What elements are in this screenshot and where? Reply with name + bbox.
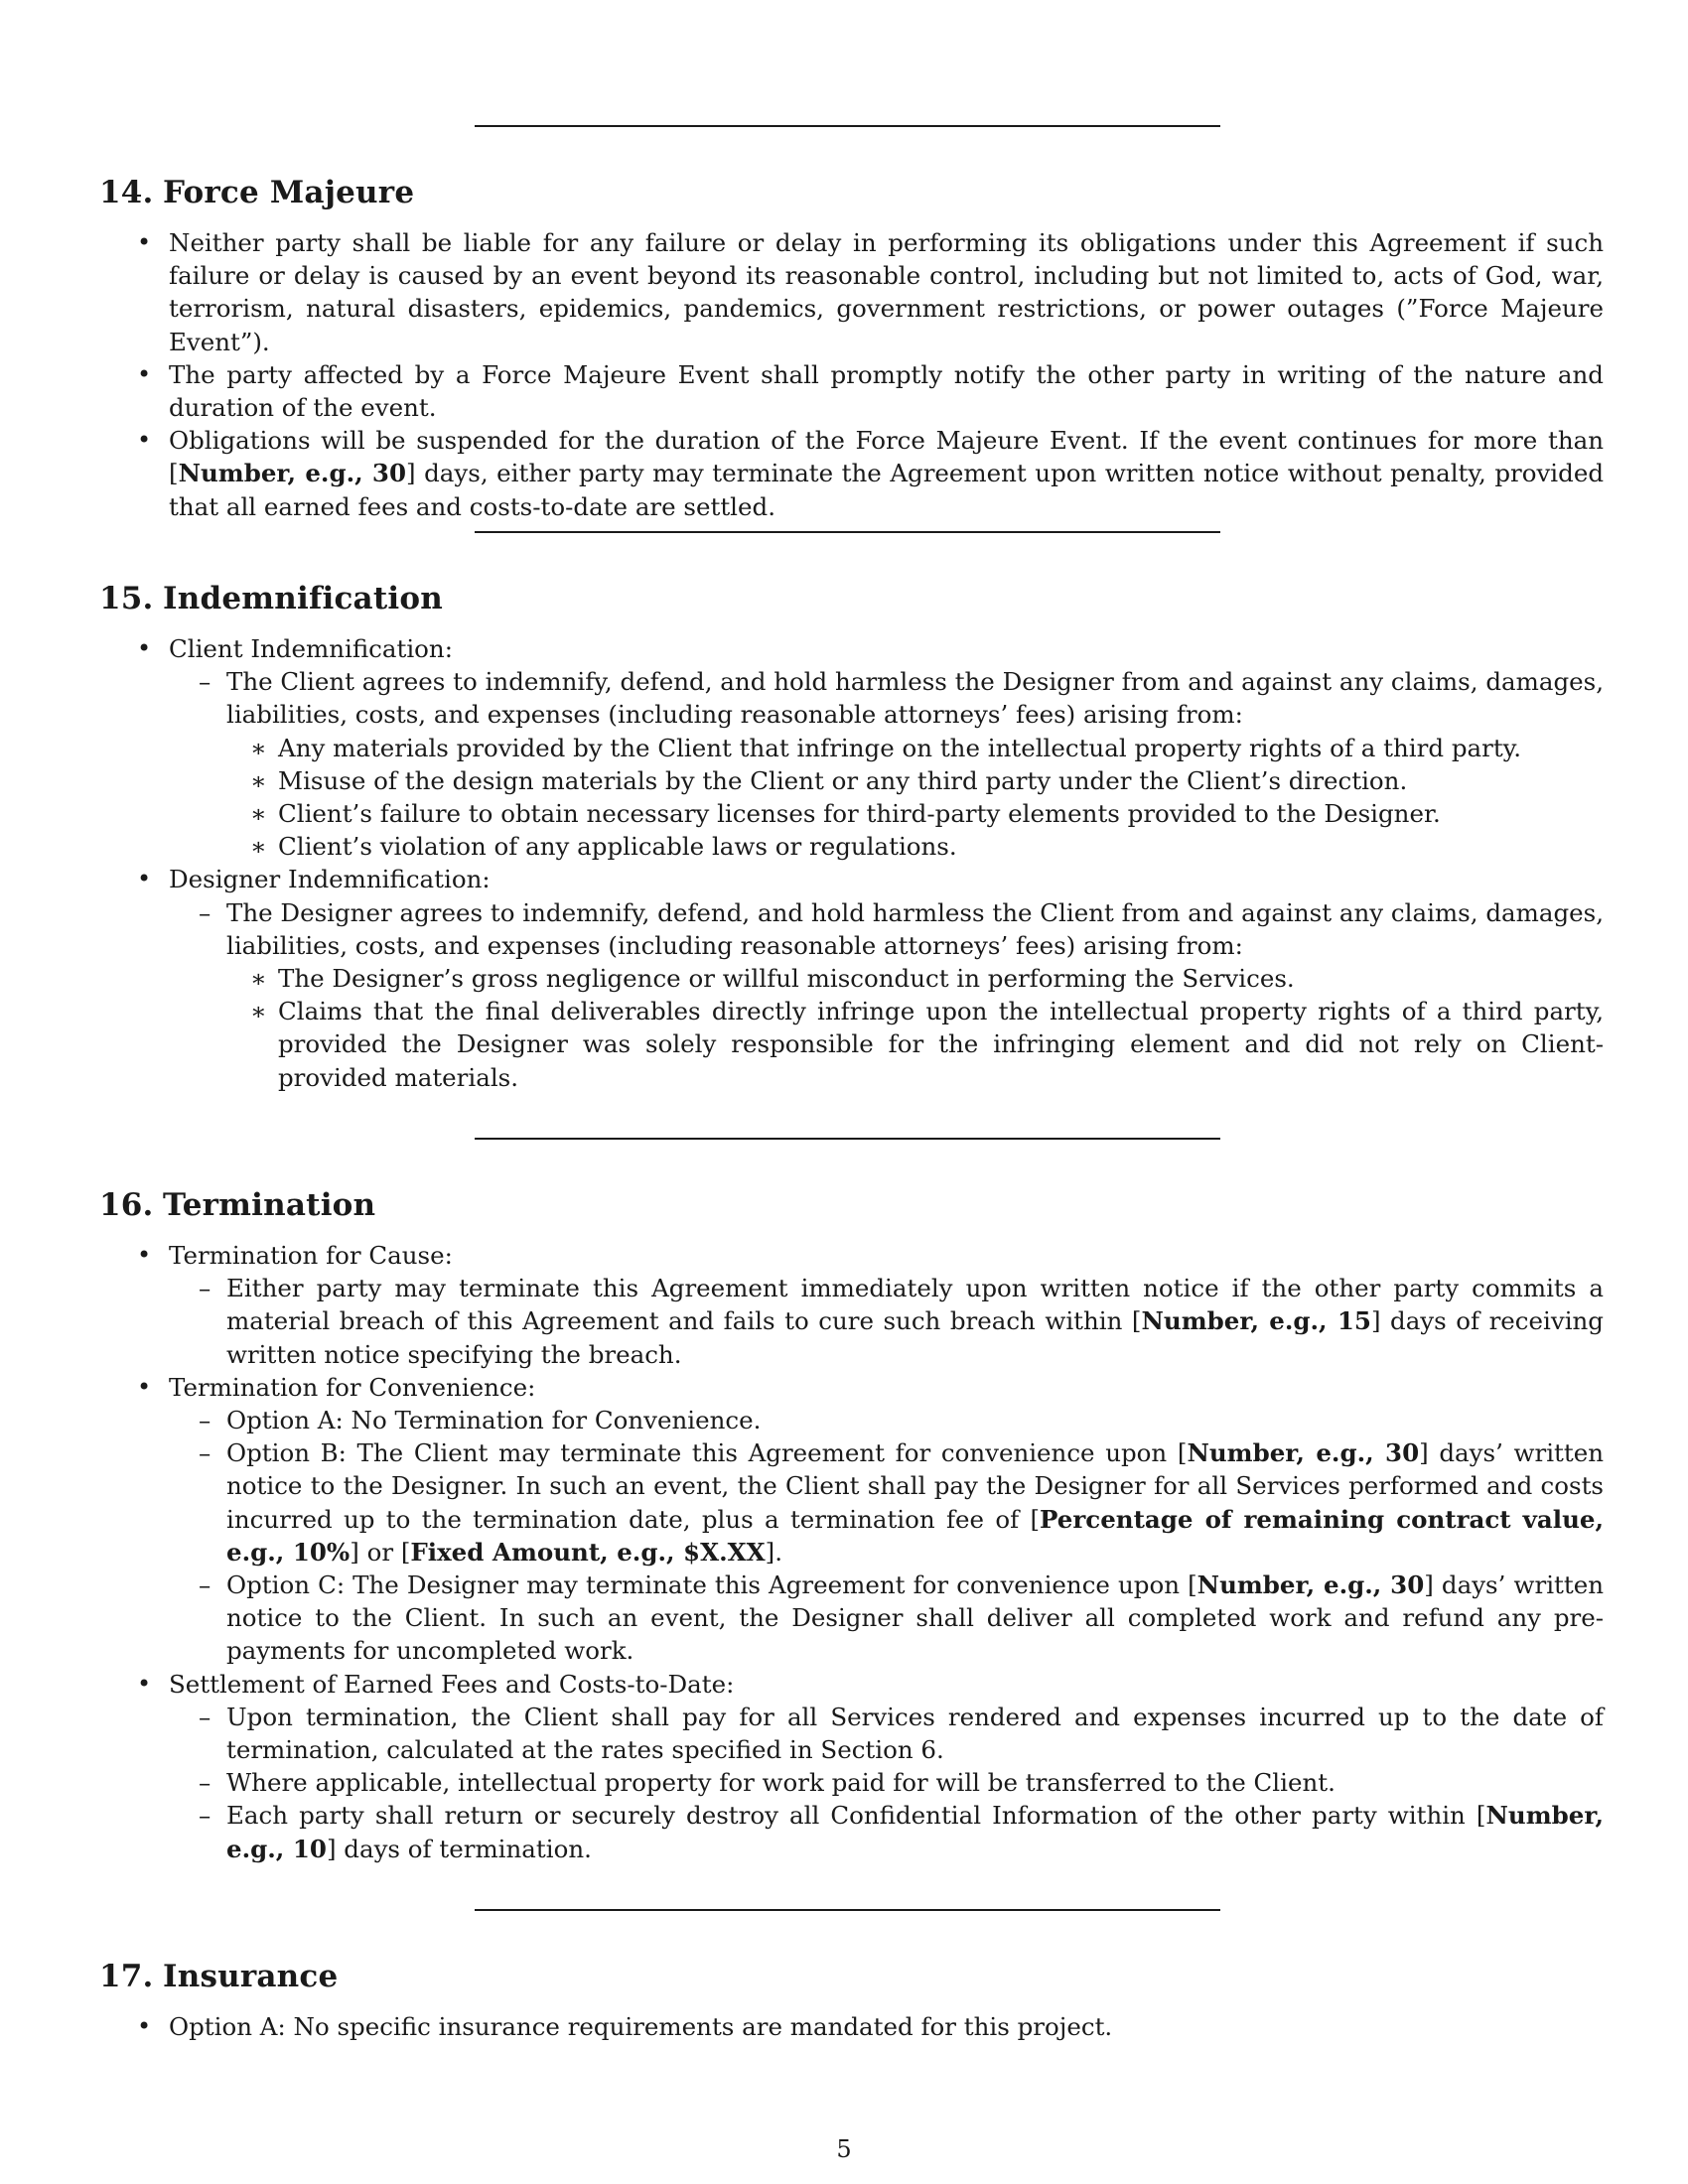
asterisk-icon: ∗	[250, 799, 267, 829]
dash-icon: –	[199, 1702, 211, 1731]
section-title: Force Majeure	[163, 175, 415, 210]
list-item: ∗ The Designer’s gross negligence or willful misconduct in performing the Services.	[99, 962, 1604, 995]
section-title: Termination	[163, 1187, 376, 1223]
placeholder-field: Number, e.g., 30	[178, 459, 407, 488]
dash-icon: –	[199, 897, 211, 927]
bullet-icon: •	[137, 426, 152, 455]
section-title: Indemnification	[163, 581, 443, 616]
dash-icon: –	[199, 1406, 211, 1435]
list-item: ∗ Any materials provided by the Client that infringe on the intellectual property rights of a third party.	[99, 732, 1604, 764]
section-termination	[99, 1185, 1604, 1865]
section-divider	[475, 531, 1220, 533]
placeholder-field: Number, e.g., 30	[1187, 1438, 1420, 1468]
sub-sub-list	[226, 962, 1604, 1094]
list-item: ∗ Client’s failure to obtain necessary licenses for third-party elements provided to the Designer.	[99, 797, 1604, 830]
placeholder-field: Number, e.g., 30	[1196, 1570, 1425, 1600]
bullet-icon: •	[137, 1372, 152, 1401]
page-number: 5	[836, 2135, 852, 2163]
sub-list	[169, 1701, 1604, 1865]
placeholder-field: Number, e.g., 10	[226, 1801, 1604, 1863]
placeholder-field: Fixed Amount, e.g., $X.XX	[410, 1537, 766, 1567]
section-indemnification	[99, 579, 1604, 1094]
asterisk-icon: ∗	[250, 964, 267, 994]
list-item: ∗ Client’s violation of any applicable laws or regulations.	[99, 830, 1604, 863]
asterisk-icon: ∗	[250, 765, 267, 795]
list-item: – Option A: No Termination for Convenience.	[99, 1404, 1604, 1436]
list-item: – The Designer agrees to indemnify, defend, and hold harmless the Client from and against any claims, damages, liabilities, costs, and expenses (including reasonable attorneys’ fees) arising from: ∗ The Designer’s gross negligence or willful misconduct in performing the Services. ∗ Claims that the final deliverables directly infringe upon the intellectual property rights of a third party, provided the Designer was solely responsible for the infringing element and did not rely on Client-provided materials.	[99, 896, 1604, 1094]
list-item: – Where applicable, intellectual property for work paid for will be transferred to the Client.	[99, 1766, 1604, 1799]
list-item: – Option B: The Client may terminate this Agreement for convenience upon [Number, e.g., 30] days’ written notice to the Designer. In such an event, the Client shall pay the Designer for all Services performed and costs incurred up to the termination date, plus a termination fee of [Percentage of remaining contract value, e.g., 10%] or [Fixed Amount, e.g., $X.XX].	[199, 1438, 1605, 1567]
list-item: • Obligations will be suspended for the duration of the Force Majeure Event. If the event continues for more than [Number, e.g., 30] days, either party may terminate the Agreement upon written notice without penalty, provided that all earned fees and costs-to-date are settled.	[137, 426, 1605, 521]
list-item: • Neither party shall be liable for any failure or delay in performing its obligations under this Agreement if such failure or delay is caused by an event beyond its reasonable control, including but not limited to, acts of God, war, terrorism, natural disasters, epidemics, pandemics, government restrictions, or power outages (”Force Majeure Event”).	[137, 228, 1604, 356]
list-item: – Option C: The Designer may terminate this Agreement for convenience upon [Number, e.g., 30] days’ written notice to the Client. In such an event, the Designer shall deliver all completed work and refund any pre-payments for uncompleted work.	[199, 1570, 1604, 1666]
list-item: • Settlement of Earned Fees and Costs-to-Date: – Upon termination, the Client shall pay for all Services rendered and expenses incurred up to the date of termination, calculated at the rates specified in Section 6. – Where applicable, intellectual property for work paid for will be transferred to the Client. – Each party shall return or securely destroy all Confidential Information of the other party within [Number, e.g., 10] days of termination.	[99, 1668, 1604, 1865]
dash-icon: –	[199, 1438, 211, 1468]
section-heading: 16. Termination	[99, 1187, 376, 1223]
bullet-icon: •	[137, 1241, 152, 1269]
sub-list	[169, 896, 1604, 1094]
dash-icon: –	[199, 1768, 211, 1798]
section-heading: 14. Force Majeure	[99, 175, 415, 210]
dash-icon: –	[199, 1274, 211, 1303]
section-title: Insurance	[163, 1959, 339, 1994]
list-item: • Designer Indemnification: – The Designer agrees to indemnify, defend, and hold harmless the Client from and against any claims, damages, liabilities, costs, and expenses (including reasonable attorneys’ fees) arising from: ∗ The Designer’s gross negligence or willful misconduct in performing the Services. ∗ Claims that the final deliverables directly infringe upon the intellectual property rights of a third party, provided the Designer was solely responsible for the infringing element and did not rely on Client-provided materials.	[99, 863, 1604, 1093]
section-insurance	[99, 1957, 1604, 2043]
list-item: ∗ Misuse of the design materials by the Client or any third party under the Client’s direction.	[99, 764, 1604, 797]
list-item: • The party affected by a Force Majeure Event shall promptly notify the other party in writing of the nature and duration of the event.	[137, 359, 1604, 423]
section-divider	[475, 1909, 1220, 1911]
bullet-list	[99, 2010, 1604, 2043]
bullet-icon: •	[137, 634, 152, 662]
list-item: • Termination for Convenience: – Option A: No Termination for Convenience. – Option B: The Client may terminate this Agreement for convenience upon [Number, e.g., 30] days’ written notice to the Designer. In such an event, the Client shall pay the Designer for all Services performed and costs incurred up to the termination date, plus a termination fee of [Percentage of remaining contract value, e.g., 10%] or [Fixed Amount, e.g., $X.XX]. – Option C: The Designer may terminate this Agreement for convenience upon [Number, e.g., 30] days’ written notice to the Client. In such an event, the Designer shall deliver all completed work and refund any pre-payments for uncompleted work.	[99, 1371, 1604, 1668]
list-item: – Each party shall return or securely destroy all Confidential Information of the other party within [Number, e.g., 10] days of termination.	[199, 1801, 1604, 1863]
list-item: • Client Indemnification: – The Client agrees to indemnify, defend, and hold harmless the Designer from and against any claims, damages, liabilities, costs, and expenses (including reasonable attorneys’ fees) arising from: ∗ Any materials provided by the Client that infringe on the intellectual property rights of a third party. ∗ Misuse of the design materials by the Client or any third party under the Client’s direction. ∗ Client’s failure to obtain necessary licenses for third-party elements provided to the Designer. ∗ Client’s violation of any applicable laws or regulations.	[99, 632, 1604, 863]
sub-list	[169, 1404, 1604, 1668]
section-heading: 17. Insurance	[99, 1959, 339, 1994]
list-item: • Option A: No specific insurance requirements are mandated for this project.	[99, 2010, 1604, 2043]
section-divider	[475, 125, 1220, 127]
sub-sub-list	[226, 732, 1604, 864]
list-item: – The Client agrees to indemnify, defend, and hold harmless the Designer from and against any claims, damages, liabilities, costs, and expenses (including reasonable attorneys’ fees) arising from: ∗ Any materials provided by the Client that infringe on the intellectual property rights of a third party. ∗ Misuse of the design materials by the Client or any third party under the Client’s direction. ∗ Client’s failure to obtain necessary licenses for third-party elements provided to the Designer. ∗ Client’s violation of any applicable laws or regulations.	[99, 665, 1604, 863]
bullet-list	[99, 1239, 1604, 1865]
dash-icon: –	[199, 667, 211, 697]
list-item: – Either party may terminate this Agreement immediately upon written notice if the other party commits a material breach of this Agreement and fails to cure such breach within [Number, e.g., 15] days of receiving written notice specifying the breach.	[199, 1274, 1604, 1369]
bullet-list	[99, 226, 1604, 523]
placeholder-field: Percentage of remaining contract value, e.g., 10%	[226, 1504, 1604, 1567]
asterisk-icon: ∗	[250, 733, 267, 762]
bullet-list	[99, 632, 1604, 1094]
asterisk-icon: ∗	[250, 832, 267, 862]
list-item: – Upon termination, the Client shall pay for all Services rendered and expenses incurred up to the date of termination, calculated at the rates specified in Section 6.	[199, 1702, 1604, 1765]
bullet-icon: •	[137, 359, 152, 388]
section-heading: 15. Indemnification	[99, 581, 443, 616]
list-item: • Termination for Cause: – Either party may terminate this Agreement immediately upon written notice if the other party commits a material breach of this Agreement and fails to cure such breach within [Number, e.g., 15] days of receiving written notice specifying the breach.	[99, 1239, 1604, 1371]
dash-icon: –	[199, 1801, 211, 1831]
bullet-icon: •	[137, 2012, 152, 2040]
bullet-icon: •	[137, 228, 152, 256]
list-item: ∗ Claims that the final deliverables directly infringe upon the intellectual property rights of a third party, provided the Designer was solely responsible for the infringing element and did not rely on Client-provided materials.	[250, 997, 1604, 1092]
section-divider	[475, 1138, 1220, 1140]
bullet-icon: •	[137, 865, 152, 893]
sub-list	[169, 665, 1604, 863]
bullet-icon: •	[137, 1669, 152, 1698]
dash-icon: –	[199, 1570, 211, 1600]
section-force-majeure	[99, 173, 1604, 523]
asterisk-icon: ∗	[250, 997, 267, 1026]
placeholder-field: Number, e.g., 15	[1141, 1306, 1371, 1336]
sub-list	[169, 1272, 1604, 1371]
